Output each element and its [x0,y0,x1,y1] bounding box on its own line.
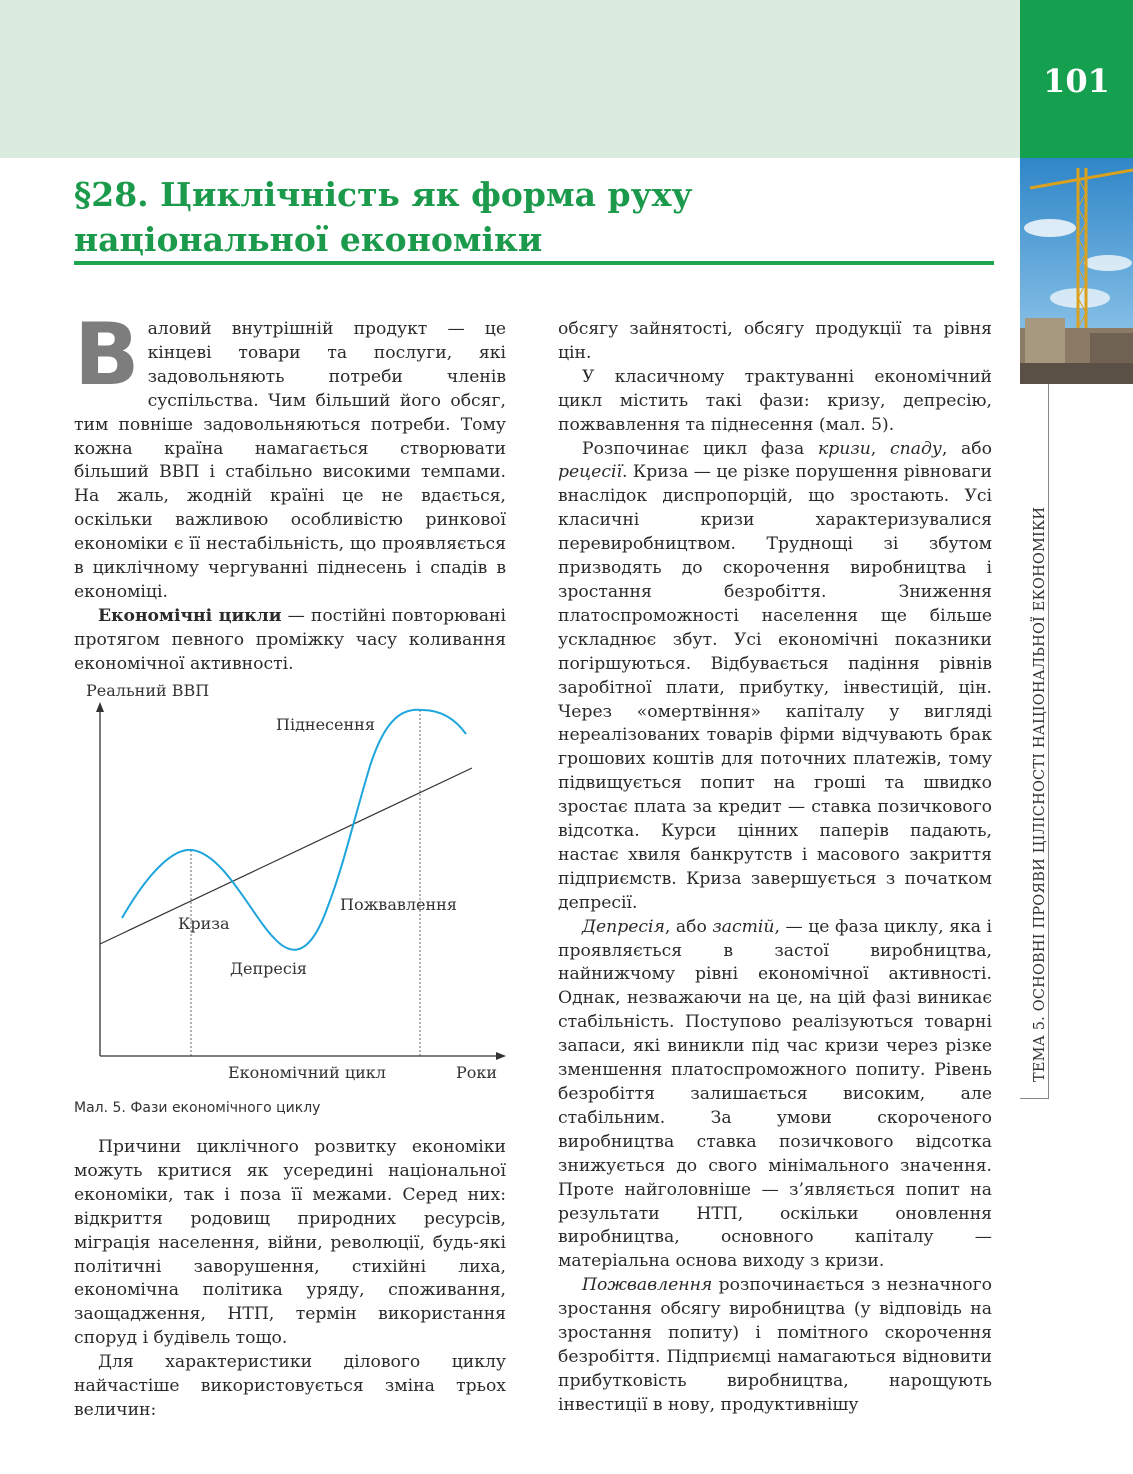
x-axis-arrow [496,1052,506,1060]
label-peak: Піднесення [276,715,375,734]
depression-text-b: , — це фаза циклу, яка і проявляється в застої виробництва, найнижчому рівні економічної активності. Однак, незважаючи на це, на цій фазі виникає стабільність. Поступово реалізуються товарні запаси, які виникли під час кризи через різке зменшення платоспроможного попиту. Рівень безробіття залишається високим, але стабільним. За умови скороченого виробництва ставка позичкового відсотка знижується до свого мінімального значення. Проте найголовніше — з’являється попит на результати НТП, оскільки оновлення виробництва, основного капіталу — матеріальна основа виходу з кризи. [558,916,992,1272]
left-column-top [74,305,506,677]
x-axis-label: Економічний цикл [228,1063,386,1082]
paragraph-definition [74,605,506,677]
page-number: 101 [1043,62,1110,100]
paragraph-continuation: обсягу зайнятості, обсягу продукції та рівня цін. [558,319,992,363]
paragraph-crisis [558,438,992,916]
x-axis-end-label: Роки [456,1063,498,1082]
title-rule [74,261,994,265]
crisis-text-d: . Криза — це різке порушення рівноваги внаслідок диспропорцій, що зростають. Усі класичні кризи характеризувалися перевиробництвом. Труднощі зі збутом призводять до скорочення виробництва і зростання безробіття. Зниження платоспроможності населення ще більше ускладнює збут. Усі економічні показники погіршуються. Відбувається падіння рівнів заробітної плати, прибутку, інвестицій, цін. Через «омертвіння» капіталу у вигляді нереалізованих товарів фірми відчувають брак грошових коштів для поточних платежів, тому підвищується попит на гроші та швидко зростає плата за кредит — ставка позичкового відсотка. Курси цінних паперів падають, настає хвиля банкрутств і масового закриття підприємств. Криза завершується з початком депресії. [558,462,992,913]
section-title [74,172,994,262]
trend-line [100,768,472,944]
term-stagnation: застій [712,916,775,937]
title-line-2: національної економіки [74,220,543,259]
term-decline: спаду [890,438,942,459]
recovery-text: розпочинається з незначного зростання обсягу виробництва (у відповідь на зростання попиту) і помітного скорочення безробіття. Підприємці намагаються відновити прибутковість виробництва, нарощують інвестиції в нову, продуктивнішу [558,1275,992,1415]
construction-crane-photo [1020,158,1133,384]
drop-cap: В [74,305,140,405]
definition-text: — постійні повторювані протягом певного проміжку часу коливання економічної активності. [74,605,506,674]
term-recession: рецесії [558,462,622,483]
paragraph-intro-text: аловий внутрішній продукт — це кінцеві товари та послуги, які задовольняють потреби членів суспільства. Чим більший його обсяг, тим повніше задовольняються потреби. Тому кожна країна намагається створювати більший ВВП і стабільно високими темпами. На жаль, жодній країні це не вдається, оскільки важливою особливістю ринкової економіки є її нестабільність, що проявляється в циклічному чергуванні піднесень і спадів в економіці. [74,319,506,602]
right-column [558,318,992,1418]
term-economic-cycles: Економічні цикли [98,605,282,626]
term-recovery: Пожвавлення [582,1275,713,1296]
crisis-text-b: , [870,438,891,459]
paragraph-phases: У класичному трактуванні економічний цикл містить такі фази: кризу, депресію, пожвавлення та піднесення (мал. 5). [558,366,992,435]
page-number-box [1020,0,1133,158]
economic-cycle-diagram [74,676,514,1096]
y-axis-arrow [96,702,104,712]
header-band [0,0,1020,158]
title-line-1: §28. Циклічність як форма руху [74,175,693,214]
label-depression: Депресія [230,959,308,978]
paragraph-causes: Причини циклічного розвитку економіки можуть критися як усередині національної економіки, так і поза її межами. Серед них: відкриття родовищ природних ресурсів, міграція населення, війни, революції, будь-які політичні заворушення, стихійні лиха, економічна політика уряду, споживання, заощадження, НТП, термін використання споруд і будівель тощо. [74,1137,506,1349]
y-axis-label: Реальний ВВП [86,681,210,700]
crisis-text-a: Розпочинає цикл фаза [582,438,818,459]
paragraph-recovery [558,1274,992,1417]
term-depression: Депресія [582,916,665,937]
crisis-text-c: , або [941,438,992,459]
paragraph-indicators: Для характеристики ділового циклу найчастіше використовується зміна трьох величин: [74,1352,506,1420]
depression-text-a: , або [664,916,713,937]
left-column-bottom [74,1136,506,1423]
term-crisis: кризи [818,438,871,459]
figure-caption: Мал. 5. Фази економічного циклу [74,1100,321,1116]
label-crisis: Криза [178,914,230,933]
paragraph-depression [558,916,992,1275]
paragraph-intro [74,305,506,605]
topic-caption: ТЕМА 5. ОСНОВНІ ПРОЯВИ ЦІЛІСНОСТІ НАЦІОНАЛЬНОЇ ЕКОНОМІКИ [1032,506,1048,1082]
label-recovery: Пожвавлення [340,895,457,914]
